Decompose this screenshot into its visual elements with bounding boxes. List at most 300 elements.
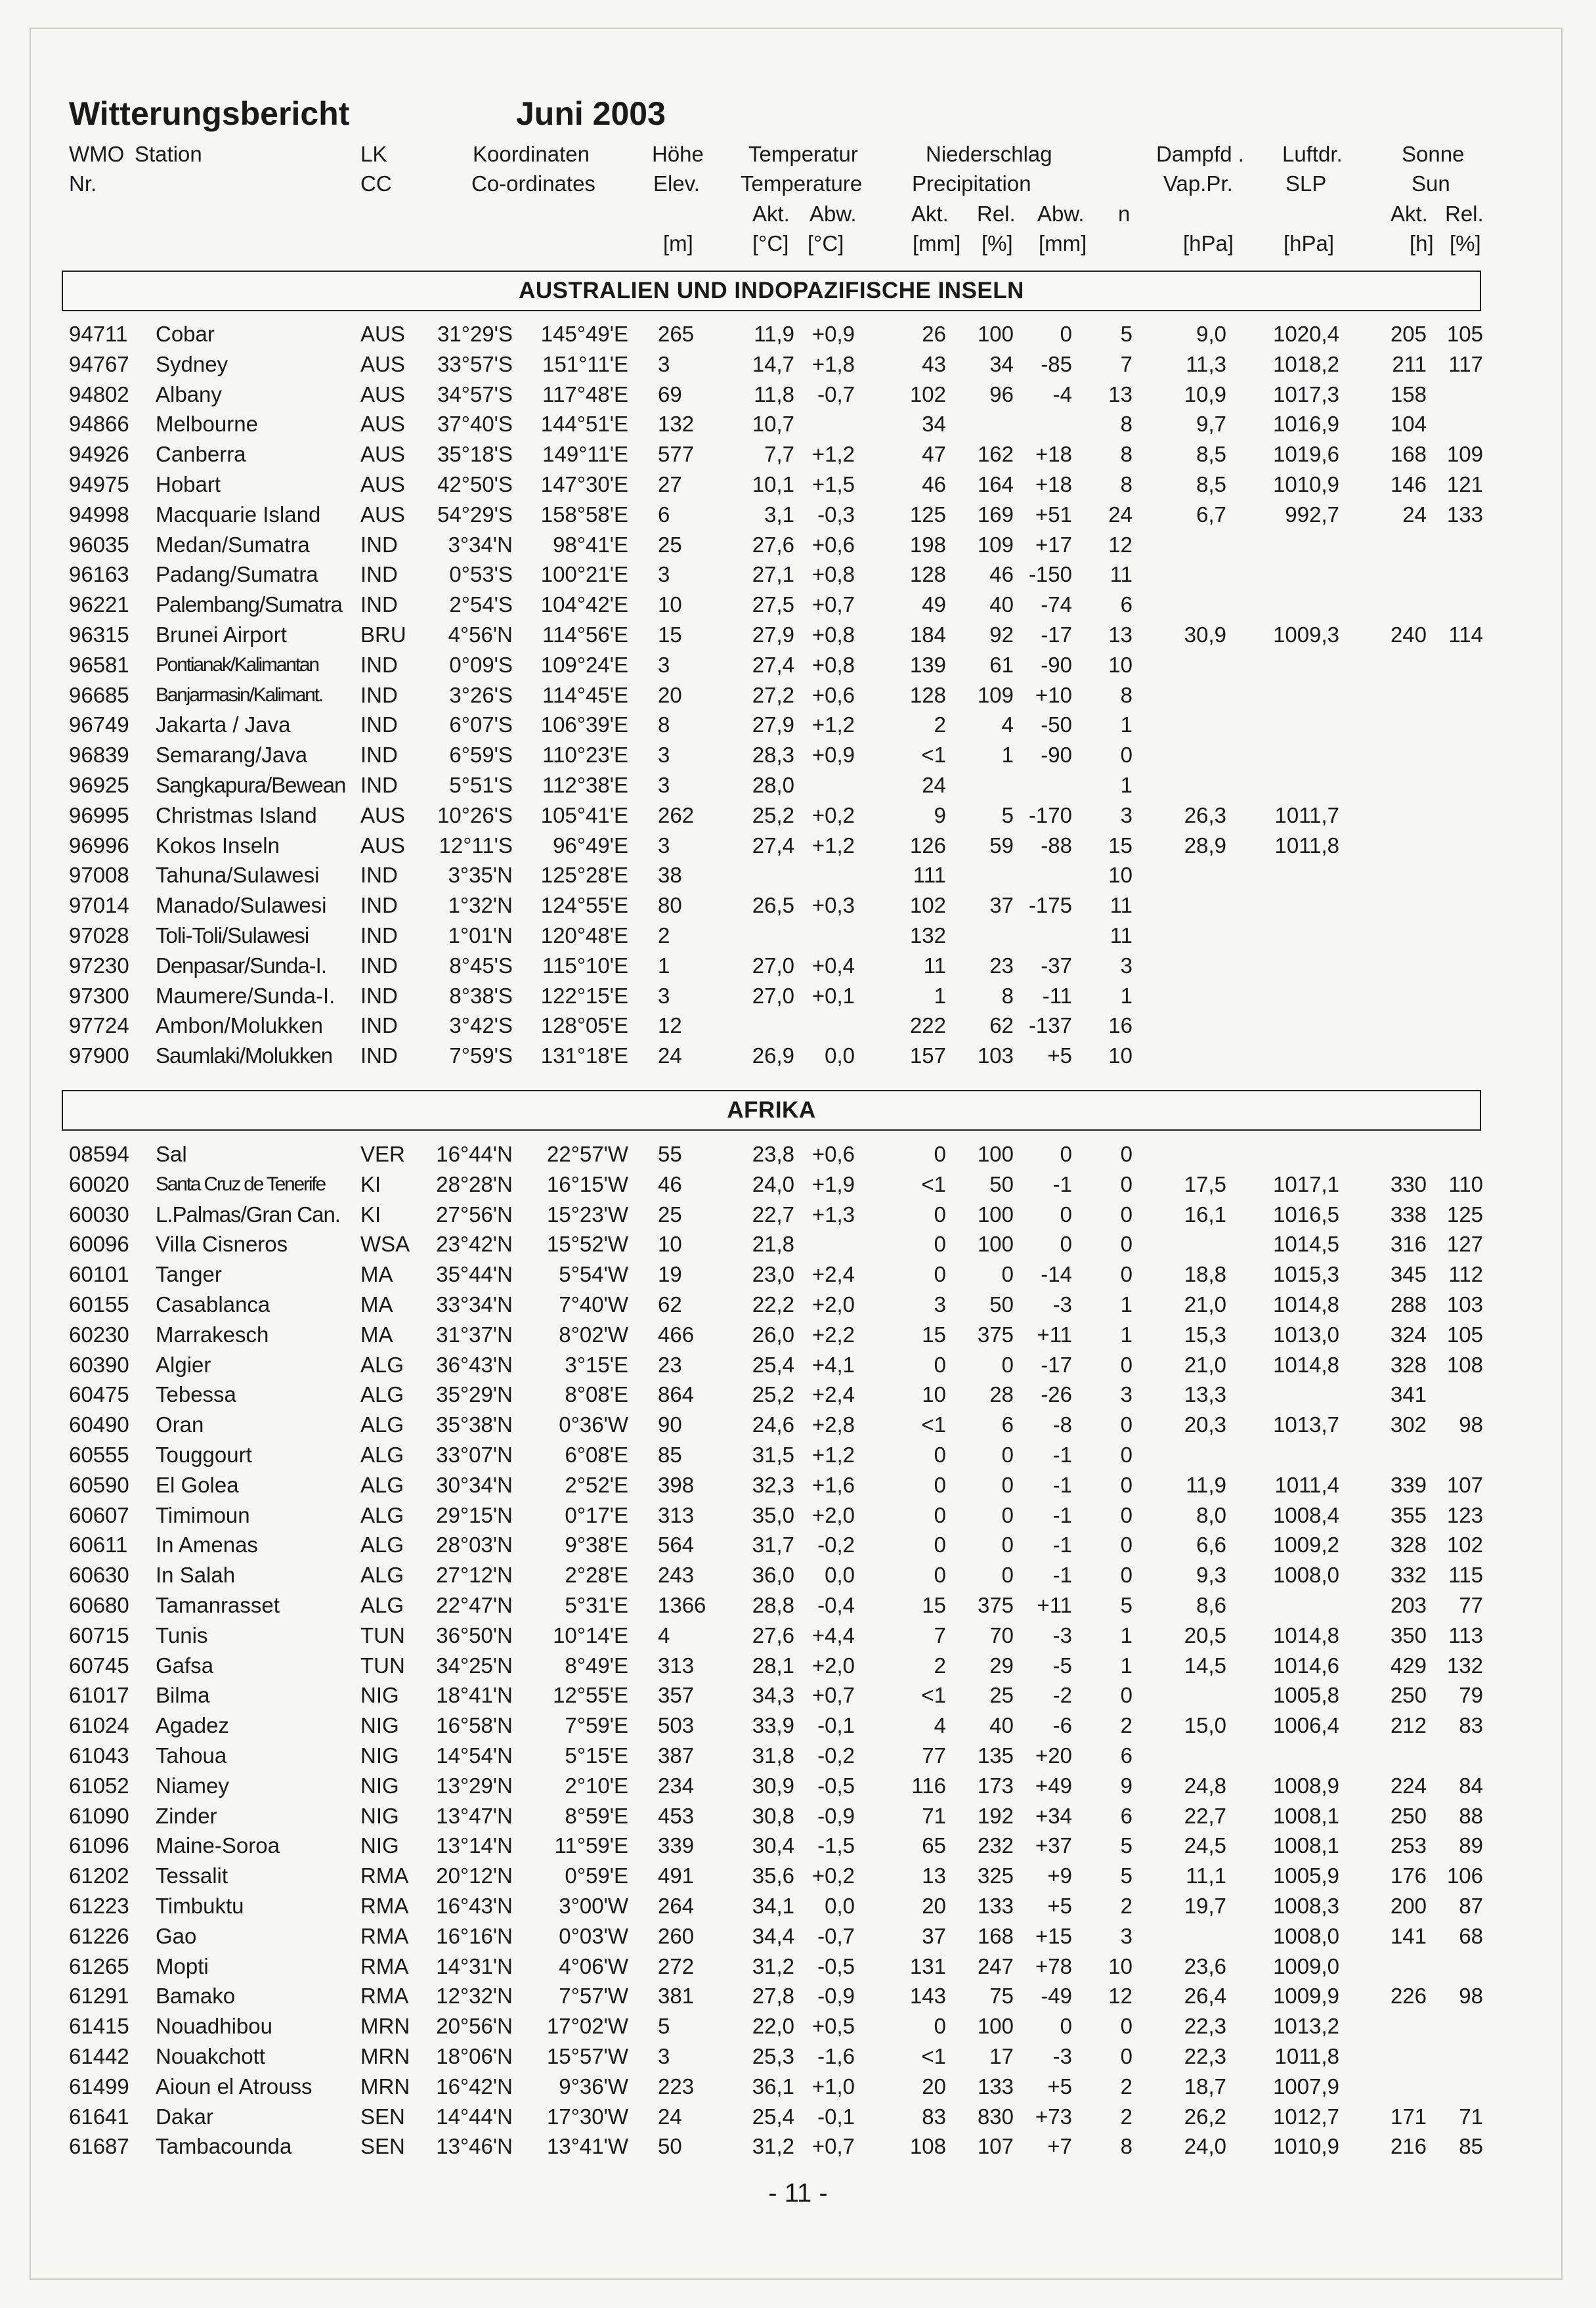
- temp-deviation-cell: 0,0: [825, 1043, 855, 1068]
- sea-level-pressure-cell: 1009,9: [1273, 1984, 1339, 2009]
- longitude-cell: 6°08'E: [565, 1443, 628, 1467]
- sun-relative-cell: 132: [1446, 1653, 1483, 1678]
- wmo-number-cell: 60630: [69, 1563, 129, 1588]
- temp-deviation-cell: -0,5: [817, 1773, 855, 1798]
- elevation-cell: 262: [658, 802, 695, 827]
- wmo-number-cell: 94711: [69, 322, 128, 346]
- elevation-cell: 4: [658, 1622, 670, 1647]
- station-name-cell: Aioun el Atrouss: [156, 2074, 313, 2099]
- hdr-koordinaten: Koordinaten: [473, 142, 590, 166]
- vapour-pressure-cell: 26,2: [1184, 2104, 1226, 2129]
- vapour-pressure-cell: 18,8: [1184, 1262, 1226, 1287]
- sea-level-pressure-cell: 1018,2: [1273, 351, 1339, 376]
- elevation-cell: 6: [658, 502, 670, 527]
- table-row: [0, 1621, 1596, 1651]
- prec-deviation-cell: +5: [1047, 1894, 1072, 1918]
- prec-actual-cell: 0: [934, 1533, 946, 1557]
- hdr-coordinates: Co-ordinates: [471, 171, 595, 196]
- vapour-pressure-cell: 8,0: [1196, 1502, 1226, 1527]
- station-name-cell: Agadez: [156, 1713, 229, 1738]
- station-name-cell: Tunis: [156, 1622, 208, 1647]
- temp-deviation-cell: +2,8: [811, 1412, 855, 1437]
- prec-relative-cell: 37: [989, 893, 1014, 918]
- temp-deviation-cell: +0,9: [811, 322, 855, 346]
- table-row: [0, 620, 1596, 650]
- prec-deviation-cell: -3: [1052, 1622, 1072, 1647]
- elevation-cell: 453: [658, 1803, 695, 1828]
- temp-actual-cell: 34,4: [752, 1923, 794, 1948]
- sun-hours-cell: 141: [1390, 1923, 1427, 1948]
- elevation-cell: 3: [658, 743, 670, 768]
- country-code-cell: MRN: [360, 2044, 410, 2068]
- prec-relative-cell: 0: [1001, 1533, 1014, 1557]
- hdr-dampfdruck: Dampfd .: [1156, 142, 1244, 166]
- longitude-cell: 12°55'E: [553, 1683, 628, 1708]
- station-name-cell: Hobart: [156, 472, 221, 496]
- country-code-cell: MRN: [360, 2074, 410, 2099]
- elevation-cell: 38: [658, 863, 682, 888]
- prec-actual-cell: 0: [934, 1352, 946, 1377]
- sun-relative-cell: 103: [1446, 1292, 1483, 1317]
- sea-level-pressure-cell: 992,7: [1285, 502, 1339, 527]
- temp-deviation-cell: +0,4: [811, 953, 855, 978]
- vapour-pressure-cell: 15,3: [1184, 1322, 1226, 1347]
- prec-actual-cell: 0: [934, 2014, 946, 2039]
- temp-actual-cell: 31,2: [752, 2134, 794, 2159]
- wmo-number-cell: 94802: [69, 381, 129, 406]
- vapour-pressure-cell: 23,6: [1184, 1953, 1226, 1978]
- prec-relative-cell: 135: [977, 1743, 1014, 1768]
- vapour-pressure-cell: 17,5: [1184, 1171, 1226, 1196]
- elevation-cell: 313: [658, 1653, 695, 1678]
- table-row: [0, 800, 1596, 831]
- station-name-cell: Tahoua: [156, 1743, 227, 1768]
- wmo-number-cell: 60607: [69, 1502, 129, 1527]
- longitude-cell: 104°42'E: [540, 592, 628, 617]
- temp-actual-cell: 27,1: [752, 562, 794, 587]
- longitude-cell: 2°52'E: [565, 1472, 628, 1497]
- sun-relative-cell: 89: [1459, 1833, 1483, 1858]
- vapour-pressure-cell: 11,9: [1186, 1472, 1226, 1497]
- country-code-cell: IND: [360, 712, 398, 737]
- table-row: [0, 530, 1596, 560]
- hdr-temperatur: Temperatur: [748, 142, 858, 166]
- prec-deviation-cell: -26: [1041, 1382, 1072, 1407]
- vapour-pressure-cell: 16,1: [1184, 1202, 1226, 1227]
- country-code-cell: NIG: [360, 1683, 399, 1708]
- elevation-cell: 1: [658, 953, 670, 978]
- longitude-cell: 8°08'E: [565, 1382, 628, 1407]
- sun-hours-cell: 211: [1392, 351, 1427, 376]
- temp-actual-cell: 32,3: [752, 1472, 794, 1497]
- temp-actual-cell: 23,8: [752, 1142, 794, 1166]
- sun-hours-cell: 146: [1390, 472, 1427, 496]
- latitude-cell: 28°03'N: [436, 1533, 513, 1557]
- prec-relative-cell: 59: [989, 833, 1014, 858]
- country-code-cell: AUS: [360, 351, 405, 376]
- station-name-cell: Bilma: [156, 1683, 210, 1708]
- country-code-cell: ALG: [360, 1533, 404, 1557]
- latitude-cell: 36°43'N: [436, 1352, 513, 1377]
- temp-actual-cell: 31,5: [752, 1443, 794, 1467]
- sea-level-pressure-cell: 1013,2: [1273, 2014, 1339, 2039]
- longitude-cell: 125°28'E: [540, 863, 628, 888]
- prec-deviation-cell: +18: [1035, 472, 1072, 496]
- temp-deviation-cell: +0,1: [811, 983, 855, 1008]
- prec-deviation-cell: +5: [1047, 1043, 1072, 1068]
- prec-deviation-cell: -90: [1041, 743, 1072, 768]
- temp-actual-cell: 25,2: [752, 1382, 794, 1407]
- prec-deviation-cell: +20: [1035, 1743, 1072, 1768]
- prec-actual-cell: 15: [922, 1593, 946, 1617]
- station-name-cell: Melbourne: [156, 412, 258, 437]
- country-code-cell: IND: [360, 652, 398, 677]
- wmo-number-cell: 96221: [69, 592, 129, 617]
- vapour-pressure-cell: 22,3: [1184, 2044, 1226, 2068]
- sun-hours-cell: 330: [1390, 1171, 1427, 1196]
- sun-relative-cell: 68: [1459, 1923, 1483, 1948]
- wmo-number-cell: 97014: [69, 893, 129, 918]
- station-name-cell: Niamey: [156, 1773, 229, 1798]
- table-row: [0, 951, 1596, 981]
- wmo-number-cell: 61024: [69, 1713, 129, 1738]
- elevation-cell: 10: [658, 1232, 682, 1257]
- prec-relative-cell: 50: [989, 1171, 1014, 1196]
- temp-deviation-cell: +1,8: [811, 351, 855, 376]
- latitude-cell: 54°29'S: [437, 502, 513, 527]
- latitude-cell: 35°18'S: [437, 442, 513, 467]
- prec-actual-cell: 49: [922, 592, 946, 617]
- table-row: [0, 981, 1596, 1011]
- elevation-cell: 15: [658, 622, 682, 647]
- vapour-pressure-cell: 20,3: [1184, 1412, 1226, 1437]
- prec-deviation-cell: -1: [1052, 1533, 1072, 1557]
- temp-actual-cell: 10,1: [752, 472, 794, 496]
- longitude-cell: 7°57'W: [559, 1984, 628, 2009]
- prec-relative-cell: 6: [1001, 1412, 1014, 1437]
- hdr-unit-h: [h]: [1410, 231, 1434, 255]
- latitude-cell: 14°44'N: [436, 2104, 513, 2129]
- rain-days-cell: 2: [1120, 1713, 1132, 1738]
- elevation-cell: 50: [658, 2134, 682, 2159]
- vapour-pressure-cell: 21,0: [1184, 1292, 1226, 1317]
- elevation-cell: 313: [658, 1502, 695, 1527]
- hdr-slp: SLP: [1285, 171, 1327, 196]
- prec-deviation-cell: +18: [1035, 442, 1072, 467]
- wmo-number-cell: 60020: [69, 1171, 129, 1196]
- wmo-number-cell: 61687: [69, 2134, 129, 2159]
- sun-hours-cell: 212: [1390, 1713, 1427, 1738]
- prec-deviation-cell: -6: [1052, 1713, 1072, 1738]
- prec-deviation-cell: -8: [1052, 1412, 1072, 1437]
- rain-days-cell: 11: [1110, 562, 1132, 587]
- elevation-cell: 864: [658, 1382, 695, 1407]
- temp-deviation-cell: +1,2: [811, 712, 855, 737]
- prec-actual-cell: 157: [909, 1043, 946, 1068]
- sea-level-pressure-cell: 1008,9: [1273, 1773, 1339, 1798]
- sun-relative-cell: 106: [1446, 1863, 1483, 1888]
- prec-relative-cell: 92: [989, 622, 1014, 647]
- wmo-number-cell: 60030: [69, 1202, 129, 1227]
- latitude-cell: 6°59'S: [449, 743, 513, 768]
- rain-days-cell: 0: [1120, 1262, 1132, 1287]
- wmo-number-cell: 60611: [69, 1533, 128, 1557]
- sea-level-pressure-cell: 1011,7: [1274, 802, 1339, 827]
- latitude-cell: 0°09'S: [449, 652, 513, 677]
- prec-deviation-cell: +49: [1035, 1773, 1072, 1798]
- report-month: Juni 2003: [516, 95, 666, 132]
- prec-actual-cell: 71: [922, 1803, 946, 1828]
- prec-actual-cell: 0: [934, 1563, 946, 1588]
- rain-days-cell: 3: [1120, 953, 1132, 978]
- hdr-luftdruck: Luftdr.: [1282, 142, 1343, 166]
- prec-actual-cell: 20: [922, 2074, 946, 2099]
- country-code-cell: WSA: [360, 1232, 410, 1257]
- prec-actual-cell: 0: [934, 1502, 946, 1527]
- country-code-cell: IND: [360, 953, 398, 978]
- vapour-pressure-cell: 30,9: [1184, 622, 1226, 647]
- temp-actual-cell: 26,5: [752, 893, 794, 918]
- hdr-elev: Elev.: [653, 171, 700, 196]
- prec-deviation-cell: -170: [1028, 802, 1072, 827]
- country-code-cell: RMA: [360, 1894, 409, 1918]
- prec-relative-cell: 100: [977, 2014, 1014, 2039]
- hdr-unit-hpa2: [hPa]: [1283, 231, 1335, 255]
- sun-relative-cell: 117: [1448, 351, 1483, 376]
- latitude-cell: 34°25'N: [436, 1653, 513, 1678]
- longitude-cell: 112°38'E: [542, 773, 628, 797]
- latitude-cell: 13°29'N: [436, 1773, 513, 1798]
- country-code-cell: SEN: [360, 2104, 405, 2129]
- table-row: [0, 1229, 1596, 1259]
- temp-actual-cell: 30,8: [752, 1803, 794, 1828]
- sun-relative-cell: 88: [1459, 1803, 1483, 1828]
- longitude-cell: 114°56'E: [542, 622, 628, 647]
- temp-deviation-cell: -0,9: [817, 1803, 855, 1828]
- prec-relative-cell: 0: [1001, 1262, 1014, 1287]
- hdr-station: Station: [135, 142, 202, 166]
- temp-deviation-cell: -0,4: [817, 1593, 855, 1617]
- prec-relative-cell: 100: [977, 1202, 1014, 1227]
- vapour-pressure-cell: 9,0: [1196, 322, 1226, 346]
- longitude-cell: 17°30'W: [546, 2104, 628, 2129]
- sun-relative-cell: 112: [1448, 1262, 1483, 1287]
- latitude-cell: 16°16'N: [436, 1923, 513, 1948]
- latitude-cell: 20°56'N: [436, 2014, 513, 2039]
- vapour-pressure-cell: 9,3: [1196, 1563, 1226, 1588]
- table-row: [0, 1710, 1596, 1741]
- hdr-temp-akt: Akt.: [752, 202, 790, 226]
- hdr-prec-abw: Abw.: [1037, 202, 1085, 226]
- latitude-cell: 3°42'S: [449, 1013, 513, 1038]
- sun-hours-cell: 158: [1390, 381, 1427, 406]
- station-name-cell: Marrakesch: [156, 1322, 269, 1347]
- hdr-unit-pct2: [%]: [1450, 231, 1481, 255]
- longitude-cell: 96°49'E: [553, 833, 628, 858]
- elevation-cell: 85: [658, 1443, 682, 1467]
- temp-actual-cell: 30,9: [752, 1773, 794, 1798]
- country-code-cell: SEN: [360, 2134, 405, 2159]
- sea-level-pressure-cell: 1007,9: [1273, 2074, 1339, 2099]
- prec-actual-cell: 10: [922, 1382, 946, 1407]
- temp-actual-cell: 31,2: [752, 1953, 794, 1978]
- temp-actual-cell: 25,4: [752, 1352, 794, 1377]
- prec-relative-cell: 100: [977, 322, 1014, 346]
- prec-actual-cell: 198: [909, 532, 946, 557]
- elevation-cell: 381: [658, 1984, 695, 2009]
- elevation-cell: 260: [658, 1923, 695, 1948]
- rain-days-cell: 5: [1120, 1833, 1132, 1858]
- wmo-number-cell: 61641: [69, 2104, 129, 2129]
- prec-deviation-cell: +73: [1035, 2104, 1072, 2129]
- longitude-cell: 15°57'W: [546, 2044, 628, 2068]
- sun-relative-cell: 85: [1459, 2134, 1483, 2159]
- vapour-pressure-cell: 14,5: [1184, 1653, 1226, 1678]
- temp-actual-cell: 27,9: [752, 712, 794, 737]
- longitude-cell: 0°03'W: [559, 1923, 628, 1948]
- country-code-cell: NIG: [360, 1773, 399, 1798]
- longitude-cell: 2°10'E: [565, 1773, 628, 1798]
- prec-actual-cell: 0: [934, 1472, 946, 1497]
- prec-actual-cell: 131: [909, 1953, 946, 1978]
- rain-days-cell: 8: [1120, 682, 1132, 707]
- hdr-unit-mm2: [mm]: [1039, 231, 1087, 255]
- station-name-cell: Manado/Sulawesi: [156, 893, 327, 918]
- sea-level-pressure-cell: 1008,3: [1273, 1894, 1339, 1918]
- hdr-temp-abw: Abw.: [809, 202, 857, 226]
- latitude-cell: 30°34'N: [436, 1472, 513, 1497]
- prec-deviation-cell: -85: [1041, 351, 1072, 376]
- temp-actual-cell: 27,0: [752, 953, 794, 978]
- station-name-cell: Pontianak/Kalimantan: [156, 653, 318, 676]
- latitude-cell: 14°31'N: [436, 1953, 513, 1978]
- rain-days-cell: 0: [1120, 1171, 1132, 1196]
- temp-deviation-cell: +0,8: [811, 622, 855, 647]
- prec-relative-cell: 107: [977, 2134, 1014, 2159]
- station-name-cell: Saumlaki/Molukken: [156, 1043, 333, 1068]
- prec-relative-cell: 232: [977, 1833, 1014, 1858]
- temp-deviation-cell: +2,4: [811, 1382, 855, 1407]
- prec-actual-cell: 9: [934, 802, 946, 827]
- latitude-cell: 12°32'N: [436, 1984, 513, 2009]
- longitude-cell: 3°15'E: [565, 1352, 628, 1377]
- hdr-wmo: WMO: [69, 142, 125, 166]
- rain-days-cell: 24: [1108, 502, 1132, 527]
- prec-relative-cell: 0: [1001, 1443, 1014, 1467]
- temp-actual-cell: 31,7: [752, 1533, 794, 1557]
- table-row: [0, 650, 1596, 680]
- prec-actual-cell: 2: [934, 1653, 946, 1678]
- prec-actual-cell: 128: [909, 562, 946, 587]
- prec-relative-cell: 100: [977, 1232, 1014, 1257]
- sun-relative-cell: 110: [1448, 1171, 1483, 1196]
- latitude-cell: 3°26'S: [449, 682, 513, 707]
- station-name-cell: Timbuktu: [156, 1894, 244, 1918]
- temp-deviation-cell: +1,5: [811, 472, 855, 496]
- vapour-pressure-cell: 11,1: [1186, 1863, 1226, 1888]
- sun-hours-cell: 203: [1390, 1593, 1427, 1617]
- temp-deviation-cell: -1,6: [817, 2044, 855, 2068]
- table-row: [0, 2102, 1596, 2132]
- temp-deviation-cell: +2,0: [811, 1502, 855, 1527]
- wmo-number-cell: 96581: [69, 652, 129, 677]
- sun-hours-cell: 341: [1390, 1382, 1427, 1407]
- prec-actual-cell: 0: [934, 1443, 946, 1467]
- country-code-cell: AUS: [360, 442, 405, 467]
- table-row: [0, 860, 1596, 890]
- prec-deviation-cell: +11: [1037, 1593, 1072, 1617]
- wmo-number-cell: 61499: [69, 2074, 129, 2099]
- prec-actual-cell: 184: [909, 622, 946, 647]
- rain-days-cell: 0: [1120, 1502, 1132, 1527]
- sun-relative-cell: 71: [1459, 2104, 1483, 2129]
- station-name-cell: Zinder: [156, 1803, 217, 1828]
- sun-relative-cell: 84: [1459, 1773, 1483, 1798]
- rain-days-cell: 5: [1120, 1593, 1132, 1617]
- sun-relative-cell: 77: [1459, 1593, 1483, 1617]
- rain-days-cell: 10: [1108, 652, 1132, 677]
- sun-relative-cell: 79: [1459, 1683, 1483, 1708]
- sun-relative-cell: 105: [1446, 322, 1483, 346]
- temp-deviation-cell: +2,4: [811, 1262, 855, 1287]
- vapour-pressure-cell: 8,5: [1196, 442, 1226, 467]
- prec-deviation-cell: +51: [1035, 502, 1072, 527]
- latitude-cell: 16°58'N: [436, 1713, 513, 1738]
- latitude-cell: 22°47'N: [436, 1593, 513, 1617]
- elevation-cell: 19: [658, 1262, 682, 1287]
- prec-relative-cell: 164: [977, 472, 1014, 496]
- temp-deviation-cell: +0,3: [811, 893, 855, 918]
- prec-actual-cell: 139: [909, 652, 946, 677]
- sea-level-pressure-cell: 1011,8: [1274, 2044, 1339, 2068]
- hdr-unit-c1: [°C]: [752, 231, 789, 255]
- table-row: [0, 1320, 1596, 1350]
- station-name-cell: L.Palmas/Gran Can.: [156, 1202, 340, 1227]
- temp-deviation-cell: +4,1: [811, 1352, 855, 1377]
- temp-deviation-cell: +1,2: [811, 442, 855, 467]
- sea-level-pressure-cell: 1009,0: [1273, 1953, 1339, 1978]
- temp-actual-cell: 22,0: [752, 2014, 794, 2039]
- temp-deviation-cell: +0,8: [811, 652, 855, 677]
- sun-hours-cell: 176: [1390, 1863, 1427, 1888]
- prec-actual-cell: 13: [922, 1863, 946, 1888]
- rain-days-cell: 1: [1120, 773, 1132, 797]
- table-row: [0, 680, 1596, 710]
- rain-days-cell: 11: [1110, 893, 1132, 918]
- temp-actual-cell: 27,9: [752, 622, 794, 647]
- country-code-cell: RMA: [360, 1953, 409, 1978]
- country-code-cell: AUS: [360, 502, 405, 527]
- sun-relative-cell: 98: [1459, 1412, 1483, 1437]
- country-code-cell: ALG: [360, 1502, 404, 1527]
- longitude-cell: 122°15'E: [540, 983, 628, 1008]
- temp-actual-cell: 11,8: [754, 381, 794, 406]
- sun-hours-cell: 250: [1390, 1803, 1427, 1828]
- sea-level-pressure-cell: 1010,9: [1273, 2134, 1339, 2159]
- table-row: [0, 1259, 1596, 1290]
- longitude-cell: 4°06'W: [559, 1953, 628, 1978]
- longitude-cell: 15°23'W: [546, 1202, 628, 1227]
- sun-hours-cell: 338: [1390, 1202, 1427, 1227]
- sun-relative-cell: 113: [1448, 1622, 1483, 1647]
- sun-relative-cell: 123: [1446, 1502, 1483, 1527]
- elevation-cell: 27: [658, 472, 682, 496]
- country-code-cell: AUS: [360, 322, 405, 346]
- wmo-number-cell: 97008: [69, 863, 129, 888]
- country-code-cell: ALG: [360, 1382, 404, 1407]
- table-row: [0, 710, 1596, 740]
- prec-deviation-cell: +10: [1035, 682, 1072, 707]
